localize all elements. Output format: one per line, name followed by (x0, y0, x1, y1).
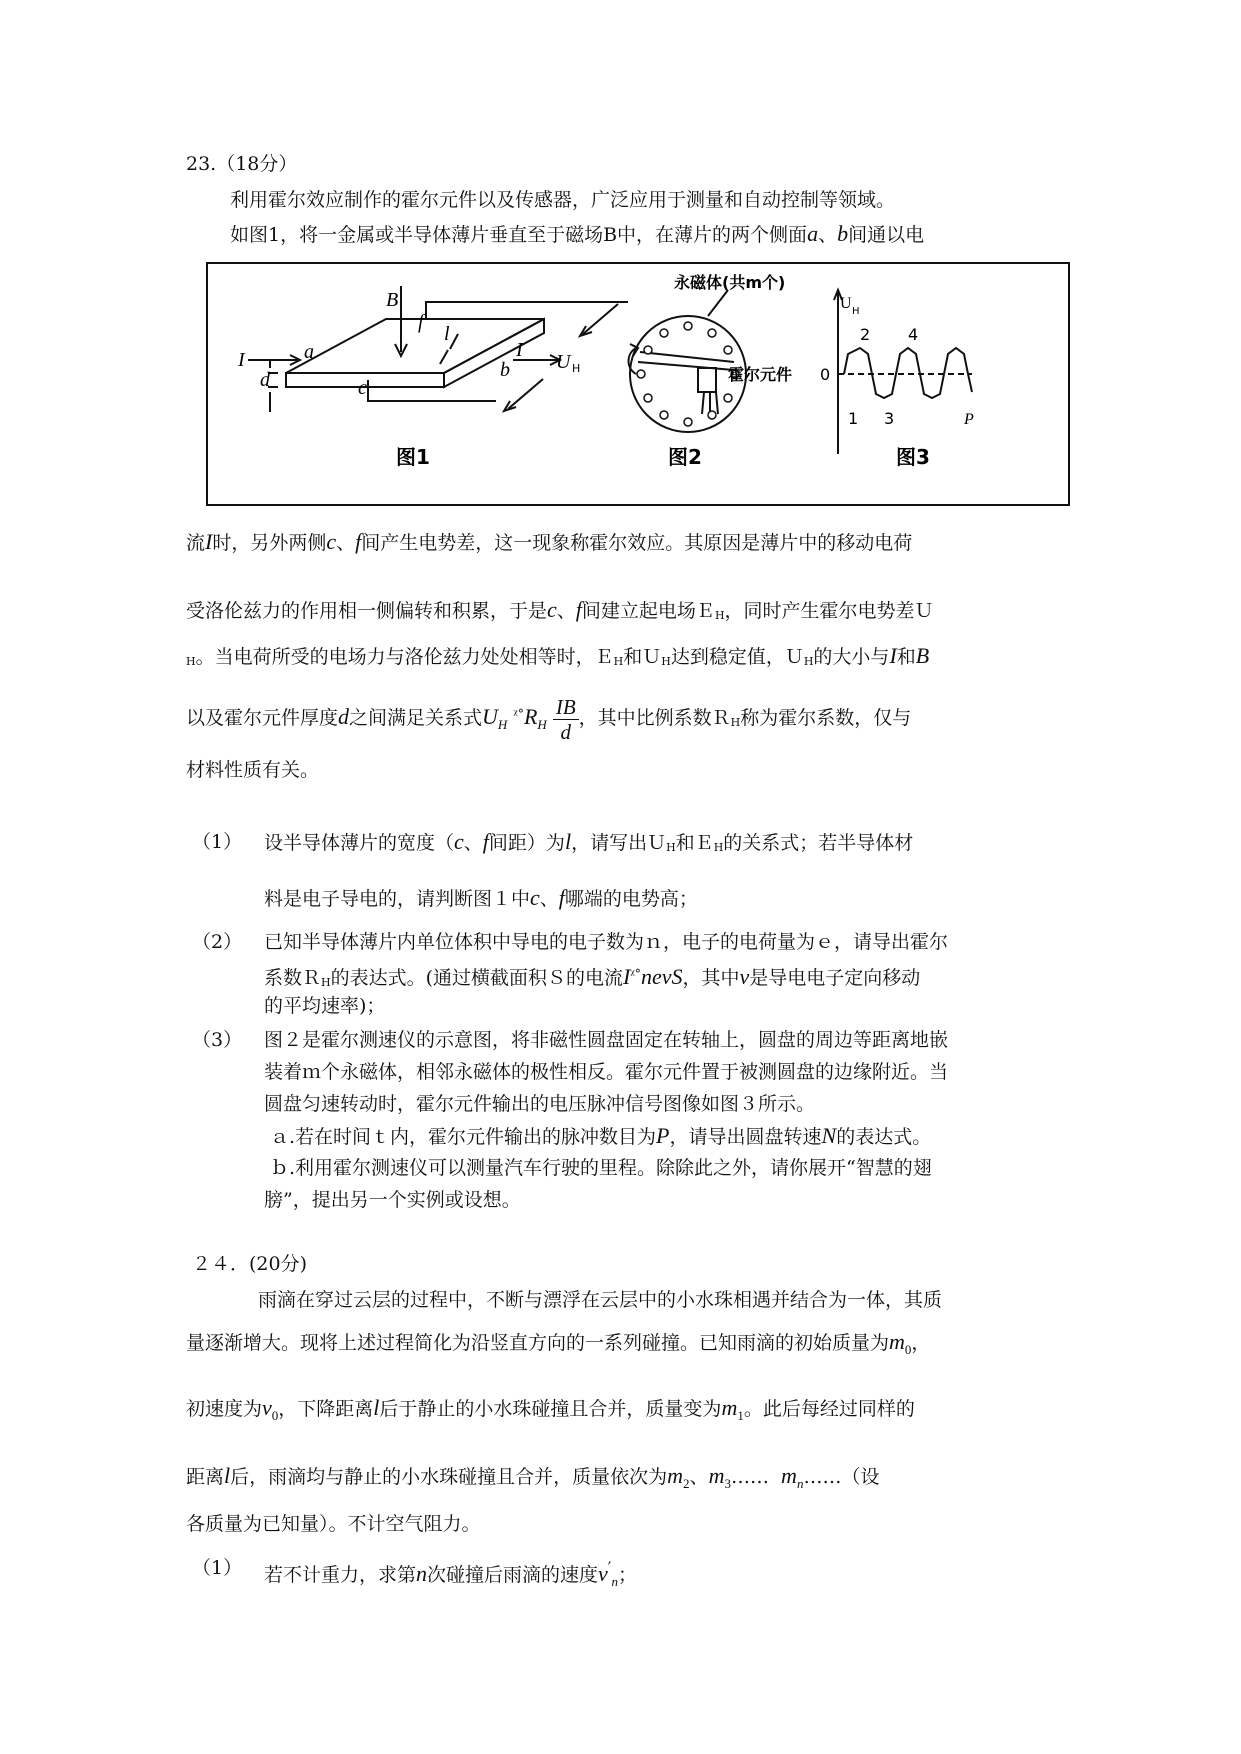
label-l: l (444, 323, 450, 345)
q23-para-line3: 受洛伦兹力的作用相一侧偏转和积累，于是c、f间建立起电场ＥH，同时产生霍尔电势差Ｕ (186, 597, 934, 622)
label-c: c (358, 377, 367, 399)
caption-fig2: 图2 (668, 445, 702, 469)
q23-s2-line2: 系数ＲH的表达式。(通过横截面积Ｓ的电流$I^{ᵡ^\circ}nevS$，其中v是导电电子定向移动 (264, 964, 921, 989)
pulse-4: 4 (908, 325, 919, 344)
label-I-right: I (516, 339, 523, 361)
q23-para-line2: 流I时，另外两侧c、f间产生电势差，这一现象称霍尔效应。其原因是薄片中的移动电荷 (186, 529, 913, 554)
magnet-dots (637, 322, 739, 426)
pulse-3: 3 (884, 409, 895, 428)
label-UH: U (556, 351, 571, 373)
q23-s2-line1: 已知半导体薄片内单位体积中导电的电子数为ｎ，电子的电荷量为ｅ，请导出霍尔 (264, 931, 949, 953)
axis-zero: 0 (820, 365, 831, 384)
label-hall-element: 霍尔元件 (728, 365, 793, 384)
q23-para-line5: 以及霍尔元件厚度d之间满足关系式$U_H$ $^{ᵡ^\circ}R_H$ $\frac{IB}{d}$ ，其中比例系数ＲH称为霍尔系数，仅与 (186, 694, 912, 744)
q23-s3-label: （3） (192, 1029, 243, 1051)
label-a: a (304, 341, 314, 363)
q23-intro: 利用霍尔效应制作的霍尔元件以及传感器，广泛应用于测量和自动控制等领域。 (230, 189, 896, 211)
label-B: B (386, 289, 399, 311)
q23-s2-line3: 的平均速率)； (264, 995, 386, 1017)
q24-s1-line: 若不计重力，求第n次碰撞后雨滴的速度$v'_n$； (264, 1558, 637, 1589)
q23-para-line6: 材料性质有关。 (186, 759, 320, 781)
q23-s2-label: （2） (192, 931, 243, 953)
label-magnets: 永磁体(共m个) (674, 273, 786, 292)
q23-s1-label: （1） (192, 831, 243, 853)
q23-s1-line1: 设半导体薄片的宽度（c、f间距）为l，请写出ＵH和ＥH的关系式；若半导体材 (264, 829, 914, 854)
q23-s3-part-b-line1: ｂ.利用霍尔测速仪可以测量汽车行驶的里程。除除此之外，请你展开“智慧的翅 (270, 1157, 932, 1179)
caption-fig1: 图1 (396, 445, 430, 469)
q23-s3-line2: 装着ｍ个永磁体，相邻永磁体的极性相反。霍尔元件置于被测圆盘的边缘附近。当 (264, 1061, 949, 1083)
label-I-left: I (238, 349, 245, 371)
hall-slab-side (444, 319, 544, 387)
label-b: b (500, 359, 510, 381)
pulse-2: 2 (860, 325, 871, 344)
q24-heading: ２４．(20分) (192, 1253, 308, 1275)
q23-s3-part-b-line2: 膀”，提出另一个实例或设想。 (264, 1189, 521, 1211)
caption-fig3: 图3 (896, 445, 930, 469)
q23-heading: 23.（18分） (186, 153, 298, 175)
axis-U-sub: H (852, 306, 860, 317)
figure-hall-effect (206, 262, 1070, 506)
axis-U: U (840, 295, 852, 312)
q23-para-line4: H。当电荷所受的电场力与洛伦兹力处处相等时，ＥH和ＵH达到稳定值，ＵH的大小与I和B (186, 643, 930, 668)
label-d: d (260, 369, 270, 391)
q23-para-line1: 如图1，将一金属或半导体薄片垂直至于磁场B中，在薄片的两个侧面a、b间通以电 (230, 221, 925, 246)
hall-formula-fraction: $\frac{IB}{d}$ (553, 695, 579, 744)
q24-para-line1: 雨滴在穿过云层的过程中，不断与漂浮在云层中的小水珠相遇并结合为一体，其质 (258, 1289, 943, 1311)
pulse-P: P (964, 411, 974, 428)
q24-s1-label: （1） (192, 1557, 243, 1579)
q23-s3-line1: 图２是霍尔测速仪的示意图，将非磁性圆盘固定在转轴上，圆盘的周边等距离地嵌 (264, 1029, 949, 1051)
q23-s1-line2: 料是电子导电的，请判断图１中c、f哪端的电势高； (264, 885, 698, 910)
q24-para-line4: 距离l后，雨滴均与静止的小水珠碰撞且合并，质量依次为$m_2$、$m_3\dots\dots$ $m_n\dots\dots$（设 (186, 1463, 880, 1491)
q24-para-line5: 各质量为已知量）。不计空气阻力。 (186, 1513, 481, 1535)
pulse-1: 1 (848, 409, 859, 428)
label-UH-sub: H (572, 362, 581, 375)
q23-s3-part-a: ａ.若在时间ｔ内，霍尔元件输出的脉冲数目为P，请导出圆盘转速N的表达式。 (270, 1123, 932, 1148)
q24-para-line3: 初速度为$v_0$，下降距离l后于静止的小水珠碰撞且合并，质量变为$m_1$。此后每经过同样的 (186, 1395, 915, 1423)
label-f: f (418, 311, 424, 333)
q24-para-line2: 量逐渐增大。现将上述过程简化为沿竖直方向的一系列碰撞。已知雨滴的初始质量为$m_0$， (186, 1329, 931, 1357)
q23-s3-line3: 圆盘匀速转动时，霍尔元件输出的电压脉冲信号图像如图３所示。 (264, 1093, 816, 1115)
